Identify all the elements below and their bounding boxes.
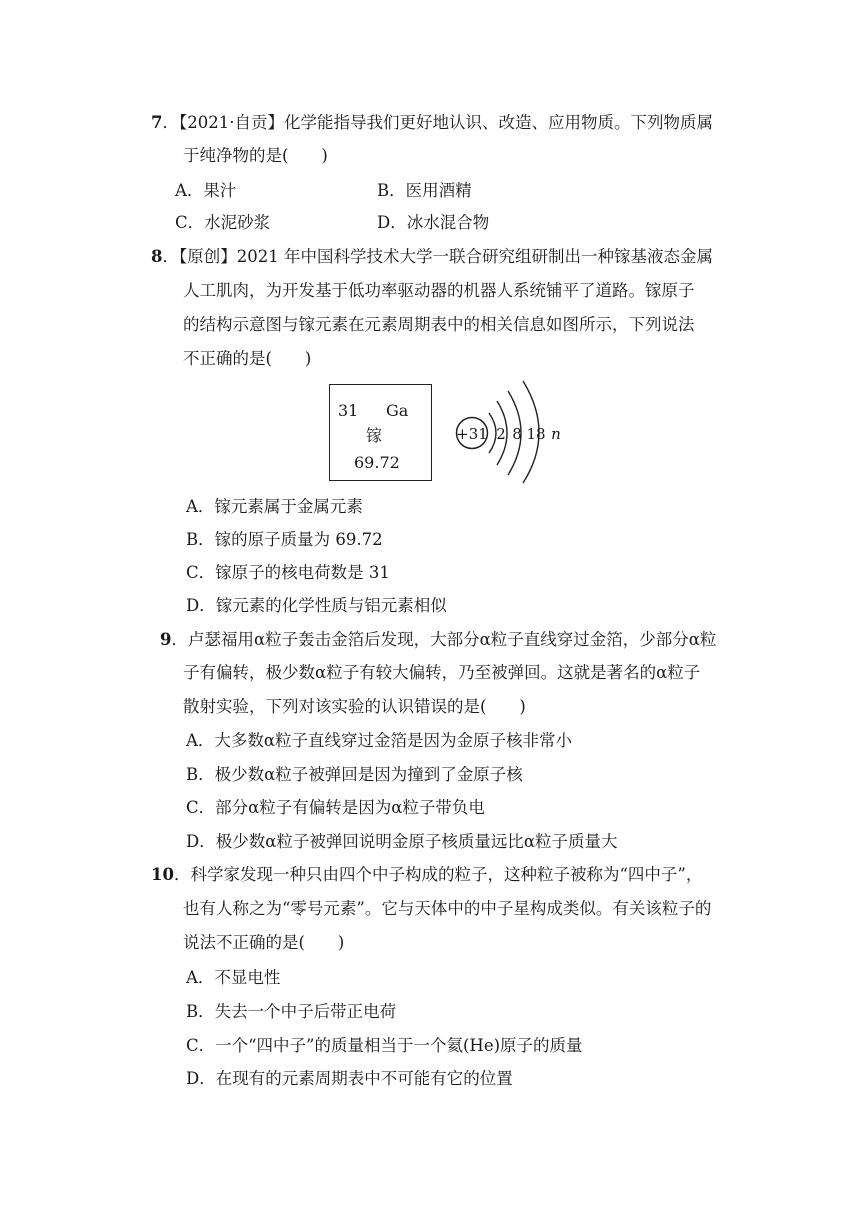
atomic-number: 31: [338, 401, 359, 420]
question-number: 8: [151, 247, 163, 266]
question-8-option-c[interactable]: C．镓原子的核电荷数是 31: [186, 563, 390, 582]
shell-electrons-4: n: [551, 425, 561, 443]
question-text: 2021 年中国科学技术大学一联合研究组研制出一种镓基液态金属: [236, 247, 713, 266]
question-7-option-d[interactable]: D．冰水混合物: [377, 213, 490, 232]
question-text: 卢瑟福用α粒子轰击金箔后发现，大部分α粒子直线穿过金箔，少部分α粒: [187, 630, 717, 649]
question-10-line-1: 10．科学家发现一种只由四个中子构成的粒子，这种粒子被称为“四中子”，: [151, 865, 703, 884]
question-9-line-2: 子有偏转，极少数α粒子有较大偏转，乃至被弹回。这就是著名的α粒子: [183, 663, 701, 682]
shell-electrons-2: 8: [512, 425, 522, 443]
question-9-line-1: 9．卢瑟福用α粒子轰击金箔后发现，大部分α粒子直线穿过金箔，少部分α粒: [160, 630, 717, 649]
question-8-line-3: 的结构示意图与镓元素在元素周期表中的相关信息如图所示，下列说法: [183, 315, 695, 334]
question-10-line-3: 说法不正确的是( ): [183, 933, 345, 952]
question-8-line-1: 8．【原创】2021 年中国科学技术大学一联合研究组研制出一种镓基液态金属: [151, 247, 713, 266]
nucleus-charge: +31: [456, 425, 488, 443]
question-8-option-a[interactable]: A．镓元素属于金属元素: [186, 497, 363, 516]
question-source: 【2021·自贡】: [178, 113, 284, 132]
question-8-line-4: 不正确的是( ): [183, 349, 312, 368]
question-8-option-b[interactable]: B．镓的原子质量为 69.72: [186, 530, 383, 549]
question-7-line-2: 于纯净物的是( ): [183, 146, 328, 165]
question-7-option-b[interactable]: B．医用酒精: [377, 181, 472, 200]
question-9-option-b[interactable]: B．极少数α粒子被弹回是因为撞到了金原子核: [186, 765, 523, 784]
shell-electrons-3: 18: [526, 425, 546, 443]
question-9-option-c[interactable]: C．部分α粒子有偏转是因为α粒子带负电: [186, 798, 485, 817]
question-8-option-d[interactable]: D．镓元素的化学性质与铝元素相似: [186, 596, 447, 615]
question-10-option-d[interactable]: D．在现有的元素周期表中不可能有它的位置: [186, 1069, 513, 1088]
question-7-line-1: 7．【2021·自贡】化学能指导我们更好地认识、改造、应用物质。下列物质属: [151, 113, 713, 132]
question-8-line-2: 人工肌肉，为开发基于低功率驱动器的机器人系统铺平了道路。镓原子: [183, 281, 695, 300]
question-number: 9: [160, 630, 172, 649]
shell-electrons-1: 2: [496, 425, 506, 443]
question-text: 科学家发现一种只由四个中子构成的粒子，这种粒子被称为“四中子”，: [190, 865, 703, 884]
question-10-option-a[interactable]: A．不显电性: [186, 968, 281, 987]
question-9-line-3: 散射实验，下列对该实验的认识错误的是( ): [183, 697, 526, 716]
question-9-option-a[interactable]: A．大多数α粒子直线穿过金箔是因为金原子核非常小: [186, 731, 573, 750]
question-number: 10: [151, 865, 174, 884]
atomic-structure-diagram: [452, 374, 572, 484]
atomic-mass: 69.72: [354, 453, 400, 472]
question-10-line-2: 也有人称之为“零号元素”。它与天体中的中子星构成类似。有关该粒子的: [183, 899, 712, 918]
question-7-option-a[interactable]: A．果汁: [175, 181, 237, 200]
question-source: 【原创】: [178, 247, 237, 266]
shell-arc-1: [489, 413, 496, 453]
question-10-option-b[interactable]: B．失去一个中子后带正电荷: [186, 1002, 397, 1021]
question-text: 化学能指导我们更好地认识、改造、应用物质。下列物质属: [283, 113, 713, 132]
question-7-option-c[interactable]: C．水泥砂浆: [175, 213, 271, 232]
element-symbol: Ga: [386, 401, 409, 420]
question-number: 7: [151, 113, 163, 132]
question-10-option-c[interactable]: C．一个“四中子”的质量相当于一个氦(He)原子的质量: [186, 1036, 583, 1055]
element-name: 镓: [366, 426, 383, 445]
question-9-option-d[interactable]: D．极少数α粒子被弹回说明金原子核质量远比α粒子质量大: [186, 832, 618, 851]
periodic-table-cell: [329, 384, 432, 481]
